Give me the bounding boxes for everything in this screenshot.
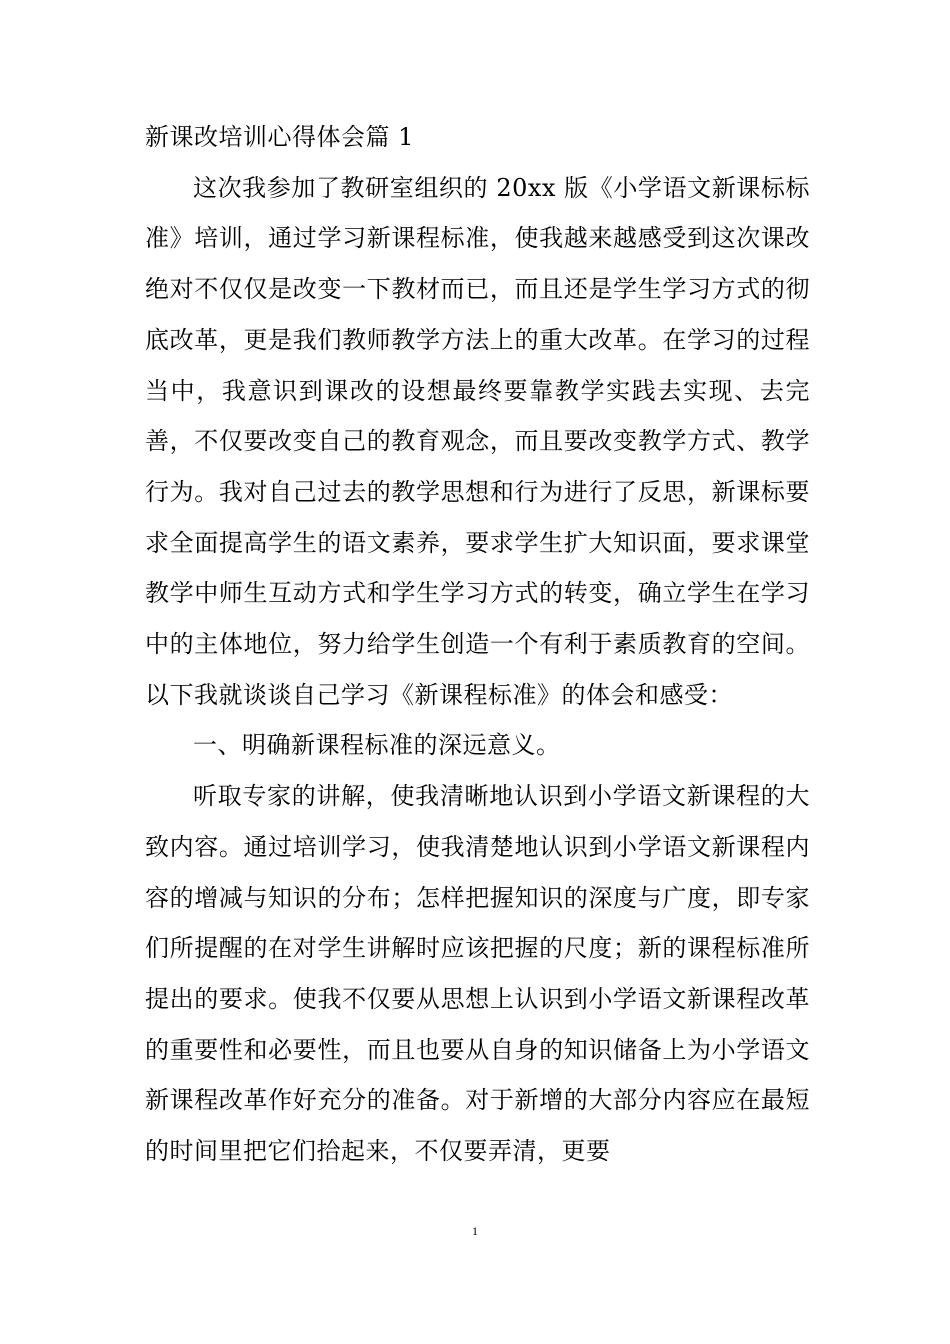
paragraph-section-1: 听取专家的讲解，使我清晰地认识到小学语文新课程的大致内容。通过培训学习，使我清楚地认识到小学语文新课程内容的增减与知识的分布；怎样把握知识的深度与广度，即专家们所提醒的在对学生讲解时应该把握的尺度；新的课程标准所提出的要求。使我不仅要从思想上认识到小学语文新课程改革的重要性和必要性，而且也要从自身的知识储备上为小学语文新课程改革作好充分的准备。对于新增的大部分内容应在最短的时间里把它们拾起来，不仅要弄清，更要 — [145, 782, 810, 1166]
paragraph-intro: 这次我参加了教研室组织的 20xx 版《小学语文新课标标准》培训，通过学习新课程标准，使我越来越感受到这次课改绝对不仅仅是改变一下教材而已，而且还是学生学习方式的彻底改革，更是我们教师教学方法上的重大改革。在学习的过程当中，我意识到课改的设想最终要靠教学实践去实现、去完善，不仅要改变自己的教育观念，而且要改变教学方式、教学行为。我对自己过去的教学思想和行为进行了反思，新课标要求全面提高学生的语文素养，要求学生扩大知识面，要求课堂教学中师生互动方式和学生学习方式的转变，确立学生在学习中的主体地位，努力给学生创造一个有利于素质教育的空间。以下我就谈谈自己学习《新课程标准》的体会和感受： — [145, 173, 810, 709]
section-heading-1: 一、明确新课程标准的深远意义。 — [193, 731, 561, 760]
document-body — [145, 112, 810, 1177]
document-title: 新课改培训心得体会篇 1 — [145, 123, 414, 151]
page-number: 1 — [472, 1224, 478, 1238]
